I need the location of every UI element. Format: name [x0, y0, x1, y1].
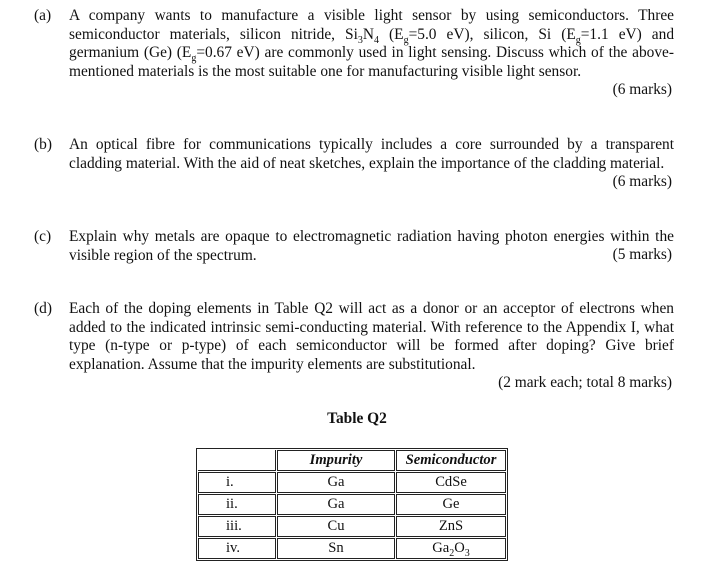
- row-number: iv.: [198, 538, 276, 559]
- marks-label: (6 marks): [612, 81, 672, 98]
- impurity-cell: Ga: [277, 472, 395, 493]
- semiconductor-cell: ZnS: [396, 516, 506, 537]
- marks-label: (2 mark each; total 8 marks): [498, 374, 672, 391]
- question-b: [34, 136, 674, 190]
- impurity-cell: Cu: [277, 516, 395, 537]
- table-header-row: [198, 450, 506, 471]
- question-label: (a): [34, 7, 52, 24]
- impurity-cell: Sn: [277, 538, 395, 559]
- header-impurity: Impurity: [277, 450, 395, 471]
- question-text: A company wants to manufacture a visible light sensor by using semiconductors. Three semiconductor materials, silicon nitride, $Si_3N_4$ ($E_g=5.0$ eV), silicon, Si ($E_g=1.1$ eV) and germanium (Ge) ($E_g=0.67$ eV) are commonly used in light sensing. Discuss which of the above-mentioned materials is the most suitable one for manufacturing visible light sensor.: [69, 7, 675, 80]
- marks-label: (5 marks): [612, 246, 672, 263]
- semiconductor-cell: Ge: [396, 494, 506, 515]
- row-number: i.: [198, 472, 276, 493]
- question-label: (d): [34, 300, 52, 317]
- question-d: [34, 300, 674, 391]
- impurity-cell: Ga: [277, 494, 395, 515]
- row-number: ii.: [198, 494, 276, 515]
- semiconductor-cell: CdSe: [396, 472, 506, 493]
- header-blank-cell: [198, 450, 276, 471]
- header-semiconductor: Semiconductor: [396, 450, 506, 471]
- question-text: An optical fibre for communications typically includes a core surrounded by a transparent cladding material. With the aid of neat sketches, explain the importance of the cladding material.: [69, 136, 674, 172]
- table-row: [198, 538, 506, 559]
- marks-label: (6 marks): [612, 173, 672, 190]
- question-a: [34, 7, 675, 98]
- table-q2: [196, 448, 508, 561]
- question-c: [34, 228, 674, 265]
- question-label: (b): [34, 136, 52, 153]
- question-text: Each of the doping elements in Table Q2 will act as a donor or an acceptor of electrons when added to the indicated intrinsic semi-conducting material. With reference to the Appendix I, what type (n-type or p-type) of each semiconductor will be formed after doping? Give brief explanation. Assume that the impurity elements are substitutional.: [69, 300, 674, 373]
- row-number: iii.: [198, 516, 276, 537]
- question-text: Explain why metals are opaque to electromagnetic radiation having photon energies within the visible region of the spectrum.: [69, 228, 674, 264]
- table-row: [198, 494, 506, 515]
- table-row: [198, 472, 506, 493]
- question-label: (c): [34, 228, 52, 245]
- table-title: Table Q2: [327, 410, 387, 427]
- semiconductor-cell: $Ga_2O_3$: [396, 538, 506, 559]
- table-row: [198, 516, 506, 537]
